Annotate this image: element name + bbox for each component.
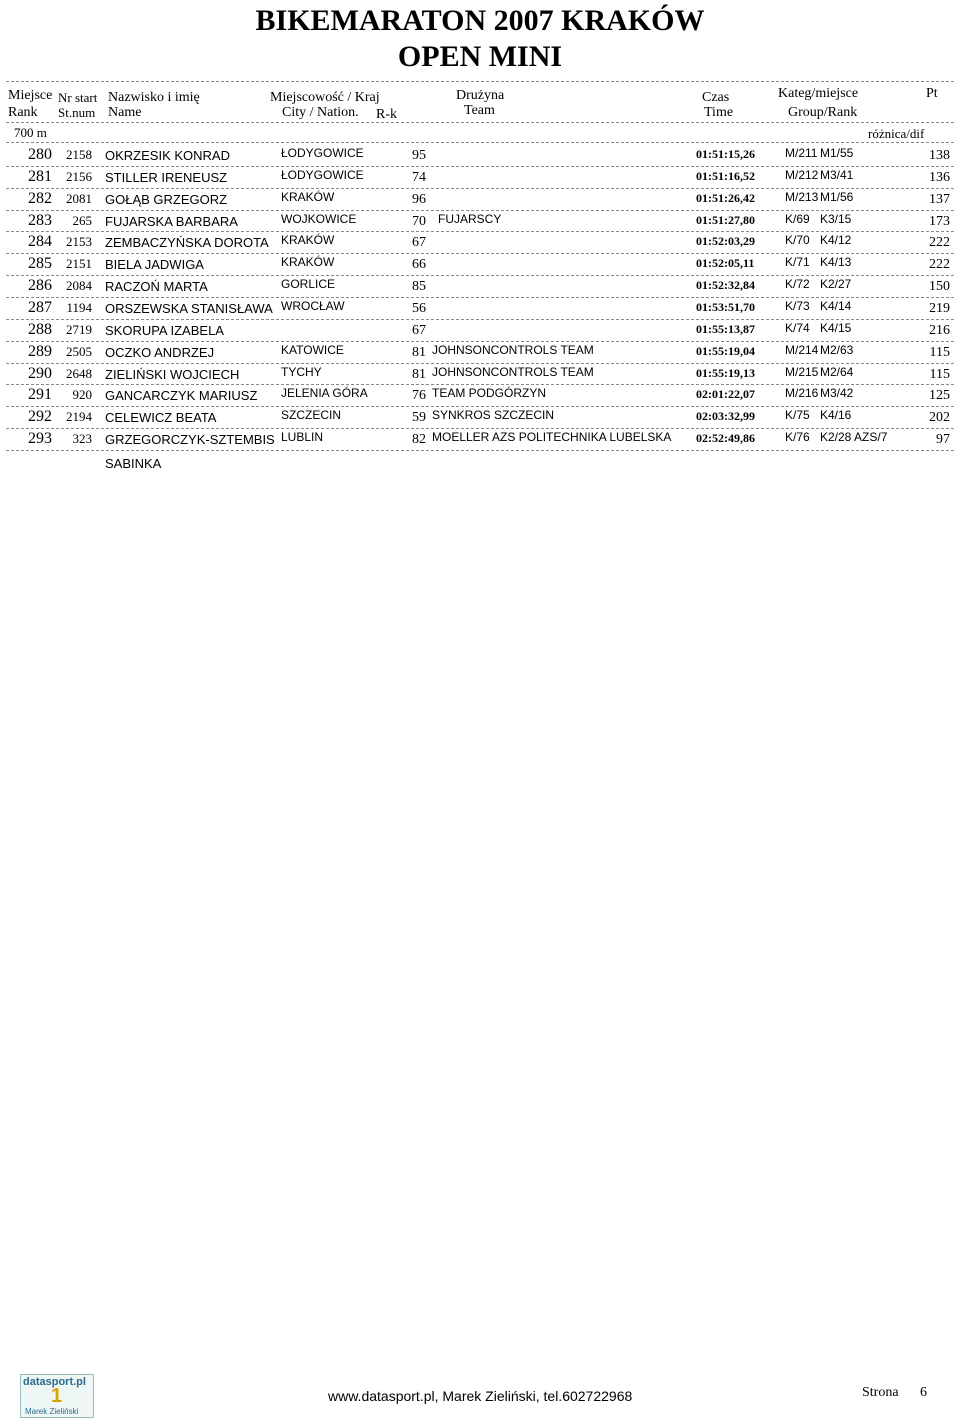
category-rank-cell: M/214 [785,342,819,357]
header-rank-pl: Miejsce [8,88,53,103]
time-cell: 01:52:05,11 [696,256,755,271]
time-cell: 02:03:32,99 [696,409,755,424]
header-time-pl: Czas [702,90,730,105]
birth-year-cell: 95 [412,148,426,163]
birth-year-cell: 81 [412,344,426,360]
rank-cell: 282 [28,189,52,207]
team-cell: TEAM PODGÓRZYN [432,386,547,401]
rank-cell: 281 [28,167,52,185]
city-cell: KRAKÓW [281,189,335,204]
rank-cell: 292 [28,408,52,426]
team-cell: JOHNSONCONTROLS TEAM [432,342,594,357]
time-cell: 01:52:32,84 [696,278,755,293]
time-cell: 01:51:15,26 [696,147,755,161]
page-title: BIKEMARATON 2007 KRAKÓW [255,4,705,37]
rank-cell: 290 [28,364,52,382]
time-cell: 01:52:03,29 [696,234,755,249]
team-cell: MOELLER AZS POLITECHNIKA LUBELSKA [432,430,672,445]
table-row [0,210,960,232]
points-cell: 150 [929,279,950,295]
points-cell: 115 [929,344,950,360]
divider [6,142,954,143]
points-cell: 138 [929,148,950,163]
header-cat-en: Group/Rank [788,105,858,120]
birth-year-cell: 85 [412,279,426,295]
category-rank-cell: M/216 [785,386,819,401]
name-cell: OKRZESIK KONRAD [105,148,230,163]
start-number-cell: 1194 [66,299,92,315]
start-number-cell: 265 [72,212,92,228]
city-cell: WOJKOWICE [281,211,357,226]
points-cell: 222 [929,257,950,273]
page-subtitle: OPEN MINI [397,40,563,73]
time-cell: 01:51:16,52 [696,168,755,183]
birth-year-cell: 66 [412,257,426,273]
city-cell: ŁODYGOWICE [281,167,364,182]
group-rank-cell: M1/56 [820,189,854,204]
start-number-cell: 2081 [66,190,92,206]
divider [6,81,954,82]
city-cell: GORLICE [281,277,336,292]
team-cell: SYNKROS SZCZECIN [432,408,555,423]
time-cell: 01:55:13,87 [696,321,755,336]
group-rank-cell: M2/63 [820,342,854,357]
table-row [0,166,960,188]
header-name-pl: Nazwisko i imię [108,90,200,105]
header-cat-pl: Kateg/miejsce [778,86,859,101]
birth-year-cell: 81 [412,366,426,382]
header-num-en: St.num [58,105,96,120]
name-cell: GRZEGORCZYK-SZTEMBIS [105,432,275,448]
category-rank-cell: K/71 [785,255,810,270]
header-diff: różnica/dif [868,126,925,141]
name-cell: FUJARSKA BARBARA [105,213,238,229]
category-rank-cell: K/75 [785,408,810,423]
birth-year-cell: 76 [412,388,426,404]
name-cell: ZIELIŃSKI WOJCIECH [105,366,240,382]
time-cell: 01:55:19,13 [696,365,755,380]
group-rank-cell: K4/16 [820,408,852,423]
name-continuation: SABINKA [105,455,162,471]
header-team-pl: Drużyna [456,88,505,103]
header-rank-en: Rank [8,105,38,120]
birth-year-cell: 74 [412,169,426,185]
rank-cell: 283 [28,211,52,229]
name-cell: STILLER IRENEUSZ [105,169,228,185]
rank-cell: 286 [28,277,52,295]
logo-number: 1 [51,1385,63,1407]
category-rank-cell: K/70 [785,233,810,248]
rank-cell: 284 [28,233,52,251]
group-rank-cell: M3/42 [820,386,854,401]
start-number-cell: 920 [72,387,92,403]
city-cell: KATOWICE [281,342,344,357]
datasport-logo [20,1374,94,1418]
team-cell: JOHNSONCONTROLS TEAM [432,364,594,379]
group-rank-cell: M3/41 [820,167,854,182]
city-cell: WROCŁAW [281,298,345,313]
points-cell: 125 [929,388,950,404]
row-divider [6,450,954,451]
points-cell: 137 [929,191,950,207]
name-cell: OCZKO ANDRZEJ [105,344,215,360]
table-row [0,406,960,428]
table-row [0,275,960,297]
group-rank-cell: K4/14 [820,298,852,313]
category-rank-cell: K/73 [785,298,810,313]
footer-contact: www.datasport.pl, Marek Zieliński, tel.602722968 [328,1388,633,1404]
rank-cell: 291 [28,386,52,404]
header-rk: R-k [376,107,397,122]
points-cell: 222 [929,235,950,251]
rank-cell: 289 [28,342,52,360]
time-cell: 02:52:49,86 [696,431,755,446]
header-city-pl: Miejscowość / Kraj [270,90,380,105]
group-rank-cell: K2/28 AZS/7 [820,430,888,445]
footer-page-number: 6 [920,1385,927,1400]
category-rank-cell: M/211 [785,146,818,160]
time-cell: 02:01:22,07 [696,387,755,402]
birth-year-cell: 82 [412,432,426,448]
category-rank-cell: K/69 [785,211,810,226]
rank-cell: 293 [28,430,52,448]
time-cell: 01:51:27,80 [696,212,755,227]
category-rank-cell: K/74 [785,320,810,335]
start-number-cell: 2151 [66,256,92,272]
time-cell: 01:53:51,70 [696,299,755,314]
city-cell: KRAKÓW [281,255,335,270]
name-cell: CELEWICZ BEATA [105,410,217,426]
header-city-en: City / Nation. [282,105,359,120]
start-number-cell: 2084 [66,278,92,294]
category-rank-cell: M/215 [785,364,819,379]
birth-year-cell: 59 [412,410,426,426]
rank-cell: 287 [28,298,52,316]
group-rank-cell: K3/15 [820,211,852,226]
header-name-en: Name [108,105,142,120]
birth-year-cell: 70 [412,213,426,229]
points-cell: 97 [936,432,950,448]
header-pt: Pt [926,86,938,101]
name-cell: BIELA JADWIGA [105,257,204,273]
table-row [0,319,960,341]
group-rank-cell: K4/12 [820,233,852,248]
birth-year-cell: 67 [412,235,426,251]
city-cell: ŁODYGOWICE [281,146,364,160]
divider [6,122,954,123]
category-rank-cell: K/76 [785,430,810,445]
points-cell: 219 [929,300,950,316]
points-cell: 202 [929,410,950,426]
city-cell: KRAKÓW [281,233,335,248]
logo-text: datasport.pl [23,1376,86,1388]
table-row [0,363,960,385]
name-cell: GANCARCZYK MARIUSZ [105,388,258,404]
rank-cell: 288 [28,320,52,338]
points-cell: 136 [929,169,950,185]
name-cell: ZEMBACZYŃSKA DOROTA [105,235,269,251]
name-cell: GOŁĄB GRZEGORZ [105,191,228,207]
category-rank-cell: K/72 [785,277,810,292]
header-team-en: Team [464,103,495,118]
team-cell: FUJARSCY [438,211,502,226]
start-number-cell: 2648 [66,365,92,381]
start-number-cell: 2719 [66,321,92,337]
table-row [0,428,960,450]
name-cell: SKORUPA IZABELA [105,322,224,338]
city-cell: TYCHY [281,364,322,379]
time-cell: 01:51:26,42 [696,190,755,205]
header-distance: 700 m [14,125,47,140]
group-rank-cell: K2/27 [820,277,852,292]
rank-cell: 280 [28,146,52,163]
points-cell: 216 [929,322,950,338]
city-cell: SZCZECIN [281,408,341,423]
start-number-cell: 2158 [66,147,92,162]
city-cell: LUBLIN [281,430,324,445]
start-number-cell: 2156 [66,168,92,184]
header-num-pl: Nr start [58,90,98,105]
table-row [0,144,960,166]
group-rank-cell: K4/15 [820,320,852,335]
group-rank-cell: M1/55 [820,146,854,160]
table-row [0,188,960,210]
points-cell: 173 [929,213,950,229]
header-time-en: Time [704,105,734,120]
start-number-cell: 2194 [66,409,92,425]
birth-year-cell: 56 [412,300,426,316]
group-rank-cell: K4/13 [820,255,852,270]
name-cell: ORSZEWSKA STANISŁAWA [105,300,273,316]
city-cell: JELENIA GÓRA [281,386,368,401]
start-number-cell: 2505 [66,343,92,359]
table-row [0,231,960,253]
group-rank-cell: M2/64 [820,364,854,379]
table-row [0,297,960,319]
logo-author: Marek Zieliński [25,1407,79,1416]
category-rank-cell: M/213 [785,189,819,204]
birth-year-cell: 67 [412,322,426,338]
footer-page-label: Strona [862,1385,899,1400]
table-row [0,253,960,275]
time-cell: 01:55:19,04 [696,343,755,358]
rank-cell: 285 [28,255,52,273]
start-number-cell: 323 [72,431,92,447]
name-cell: RACZOŃ MARTA [105,279,208,295]
table-row [0,384,960,406]
table-row [0,341,960,363]
category-rank-cell: M/212 [785,167,819,182]
points-cell: 115 [929,366,950,382]
start-number-cell: 2153 [66,234,92,250]
birth-year-cell: 96 [412,191,426,207]
